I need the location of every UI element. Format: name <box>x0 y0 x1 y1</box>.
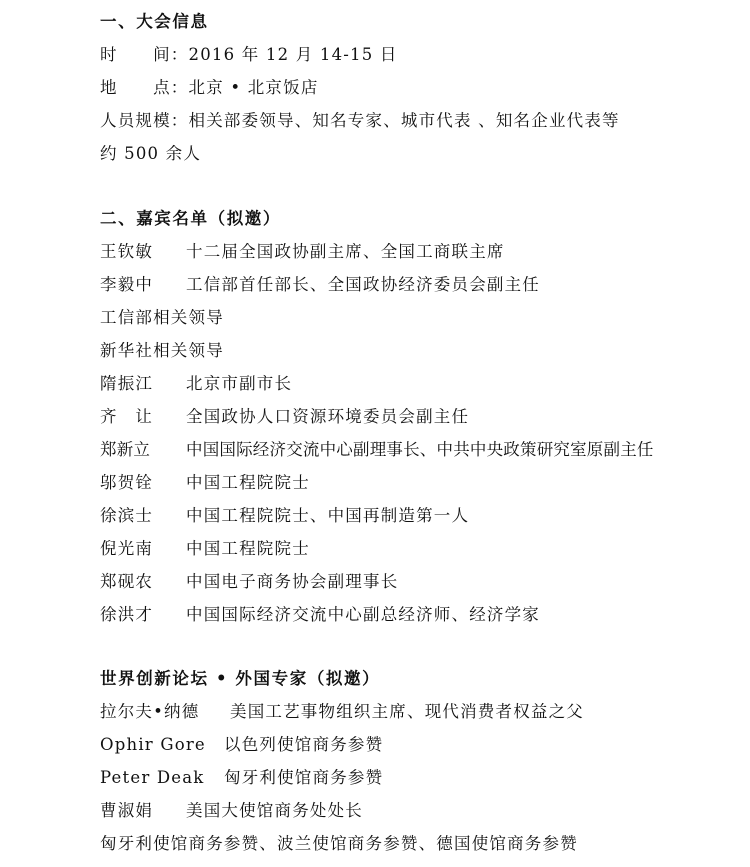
guest-row <box>100 504 469 528</box>
expert-last-line: 匈牙利使馆商务参赞、波兰使馆商务参赞、德国使馆商务参赞 <box>100 834 578 853</box>
guest-name: 工信部相关领导 <box>100 308 224 327</box>
guest-name: 徐滨士 <box>100 506 154 525</box>
guest-row <box>100 405 469 429</box>
guest-name: 邬贺铨 <box>100 473 154 492</box>
guest-row <box>100 339 224 363</box>
time-row <box>100 43 398 67</box>
expert-row <box>100 799 363 823</box>
guest-name: 王钦敏 <box>100 242 154 261</box>
guest-row <box>100 471 310 495</box>
time-label: 时 间： <box>100 45 189 64</box>
expert-name: 曹淑娟 <box>100 801 154 820</box>
expert-name: Ophir Gore <box>100 735 206 754</box>
expert-row <box>100 766 383 790</box>
place-value: 北京 • 北京饭店 <box>188 78 319 97</box>
guest-name: 倪光南 <box>100 539 154 558</box>
expert-title: 美国大使馆商务处处长 <box>186 801 363 820</box>
guest-title: 十二届全国政协副主席、全国工商联主席 <box>186 242 505 261</box>
guest-title: 中国工程院院士、中国再制造第一人 <box>186 506 470 525</box>
scale-value: 相关部委领导、知名专家、城市代表 、知名企业代表等 <box>188 111 620 130</box>
guest-title: 中国国际经济交流中心副总经济师、经济学家 <box>186 605 540 624</box>
guest-row <box>100 306 224 330</box>
guest-title: 中国国际经济交流中心副理事长、中共中央政策研究室原副主任 <box>186 440 654 459</box>
place-row <box>100 76 319 100</box>
guest-title: 工信部首任部长、全国政协经济委员会副主任 <box>186 275 540 294</box>
guest-row <box>100 537 310 561</box>
expert-title: 以色列使馆商务参赞 <box>224 735 384 754</box>
guest-name: 隋振江 <box>100 374 154 393</box>
expert-row <box>100 733 383 757</box>
guest-name: 李毅中 <box>100 275 154 294</box>
guest-row <box>100 240 505 264</box>
expert-title: 美国工艺事物组织主席、现代消费者权益之父 <box>230 702 584 721</box>
time-value: 2016 年 12 月 14-15 日 <box>188 45 398 64</box>
section2-heading: 二、嘉宾名单（拟邀） <box>100 209 281 228</box>
guest-title: 中国工程院院士 <box>186 473 310 492</box>
guest-name: 徐洪才 <box>100 605 154 624</box>
guest-name: 郑新立 <box>100 440 151 459</box>
guest-title: 中国工程院院士 <box>186 539 310 558</box>
guest-row <box>100 372 292 396</box>
guest-row <box>100 570 398 594</box>
expert-name: Peter Deak <box>100 768 205 787</box>
guest-name: 新华社相关领导 <box>100 341 224 360</box>
guest-title: 全国政协人口资源环境委员会副主任 <box>186 407 470 426</box>
scale-label: 人员规模： <box>100 111 189 130</box>
guest-title: 中国电子商务协会副理事长 <box>186 572 399 591</box>
scale-continuation: 约 500 余人 <box>100 144 202 163</box>
place-label: 地 点： <box>100 78 189 97</box>
guest-title: 北京市副市长 <box>186 374 293 393</box>
scale-row <box>100 109 620 133</box>
guest-name: 齐 让 <box>100 407 154 426</box>
guest-row <box>100 438 654 462</box>
expert-title: 匈牙利使馆商务参赞 <box>224 768 384 787</box>
section1-heading: 一、大会信息 <box>100 12 209 31</box>
guest-name: 郑砚农 <box>100 572 154 591</box>
expert-row <box>100 700 584 724</box>
guest-row <box>100 603 540 627</box>
guest-row <box>100 273 540 297</box>
section3-heading: 世界创新论坛 • 外国专家（拟邀） <box>100 669 381 688</box>
expert-name: 拉尔夫•纳德 <box>100 702 200 721</box>
